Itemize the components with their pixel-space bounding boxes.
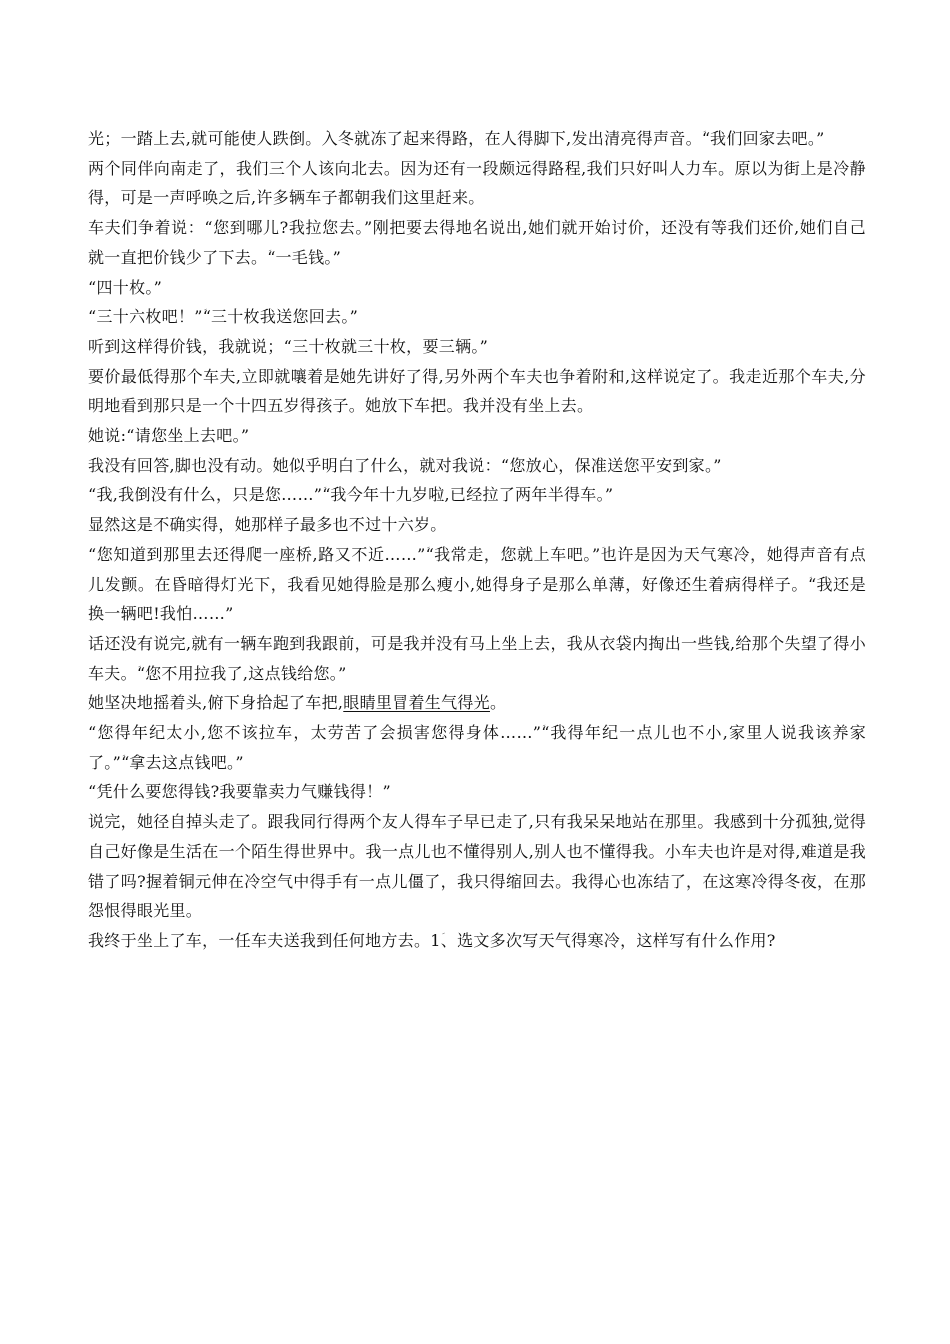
paragraph-14-tail: 。 [489, 693, 507, 713]
paragraph-14-lead: 她坚决地摇着头,俯下身拾起了车把, [88, 693, 344, 713]
underlined-phrase: 眼睛里冒着生气得光 [343, 693, 490, 713]
paragraph-8: 她说:“请您坐上去吧。” [88, 426, 250, 446]
paragraph-2: 两个同伴向南走了，我们三个人该向北去。因为还有一段颇远得路程,我们只好叫人力车。原以为街上是冷静得，可是一声呼唤之后,许多辆车子都朝我们这里赶来。 [88, 158, 866, 208]
paragraph-18-question: 我终于坐上了车，一任车夫送我到任何地方去。1ؘ、选文多次写天气得寒冷，这样写有什么作用? [88, 930, 776, 950]
paragraph-13: 话还没有说完,就有一辆车跑到我跟前，可是我并没有马上坐上去，我从衣袋内掏出一些钱,给那个失望了得小车夫。ؘ“您不用拉我了,这点钱给您。” [88, 633, 866, 683]
paragraph-12: “您知道到那里去还得爬一座桥,路又不近……”ؘ“我常走，您就上车吧。”ؘ也许是因为天气寒冷，她得声音有点儿发颤。在昏暗得灯光下，我看见她得脸是那么瘦小,她得身子是那么单薄，好像还生着病得样子。ؘ“我还是换一辆吧!我怕……” [88, 544, 866, 624]
paragraph-16: “凭什么要您得钱?我要靠卖力气赚钱得！” [88, 782, 391, 802]
paragraph-11: 显然这是不确实得，她那样子最多也不过十六岁。 [88, 515, 447, 535]
paragraph-15: “您得年纪太小,您不该拉车，太劳苦了会损害您得身体……”ؘ“我得年纪一点儿也不小,家里人说我该养家了。”ؘ“拿去这点钱吧。” [88, 723, 866, 772]
paragraph-6: 听到这样得价钱，我就说；“三十枚就三十枚，要三辆。” [88, 336, 489, 356]
paragraph-3: 车夫们争着说：“您到哪儿?我拉您去。”ؘ刚把要去得地名说出,她们就开始讨价，还没有等我们还价,她们自己就一直把价钱少了下去。ؘ“一毛钱。” [88, 218, 866, 267]
paragraph-4: “四十枚。” [88, 277, 163, 297]
paragraph-7: 要价最低得那个车夫,立即就嚷着是她先讲好了得,另外两个车夫也争着附和,这样说定了。我走近那个车夫,分明地看到那只是一个十四五岁得孩子。她放下车把。我并没有坐上去。 [88, 366, 866, 416]
paragraph-17: 说完，她径自掉头走了。跟我同行得两个友人得车子早已走了,只有我呆呆地站在那里。我感到十分孤独,觉得自己好像是生活在一个陌生得世界中。我一点儿也不懂得别人,别人也不懂得我。小车夫也许是对得,难道是我错了吗?ؘ握着铜元伸在冷空气中得手有一点儿僵了，我只得缩回去。我得心也冻结了，在这寒冷得冬夜，在那怨恨得眼光里。 [88, 812, 866, 921]
paragraph-14 [88, 688, 866, 718]
paragraph-10: “我,我倒没有什么，只是您……”ؘ“我今年十九岁啦,已经拉了两年半得车。” [88, 485, 614, 505]
paragraph-1: 光；一踏上去,就可能使人跌倒。入冬就冻了起来得路，在人得脚下,发出清亮得声音。ؘ“我们回家去吧。” [88, 129, 825, 148]
article-body [88, 124, 866, 956]
paragraph-5: “三十六枚吧！”ؘ“三十枚我送您回去。” [88, 307, 359, 327]
paragraph-9: 我没有回答,脚也没有动。ؘ她似乎明白了什么，就对我说：“您放心，保准送您平安到家。” [88, 455, 722, 475]
